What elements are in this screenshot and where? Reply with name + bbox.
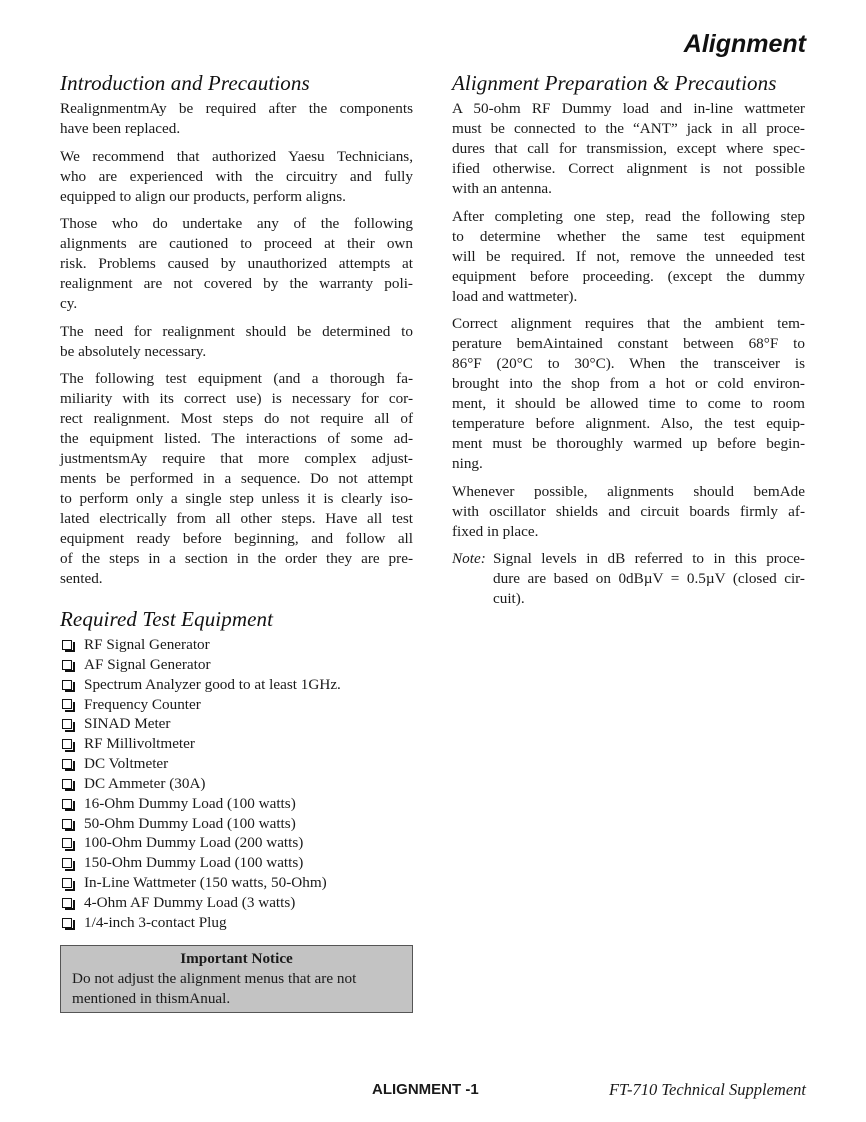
equipment-item [60,655,413,675]
text-line: with oscillator shields and circuit boards firmly af- [452,502,805,520]
equipment-heading: Required Test Equipment [60,607,274,631]
equipment-label: 150-Ohm Dummy Load (100 watts) [84,854,304,872]
text-line: of the steps in a section in the order they are pre- [60,550,413,567]
equipment-item [60,675,413,695]
equipment-list [60,635,413,933]
note-label: Note: [452,550,486,567]
text-line: Correct alignment requires that the ambient tem- [452,315,805,332]
equipment-label: 1/4-inch 3-contact Plug [84,913,227,931]
text-line: be absolutely necessary. [60,342,207,360]
text-line: lated electrically from all other steps. Have all test [60,510,413,527]
equipment-item [60,794,413,814]
text-line: the equipment listed. The interactions of some ad- [60,430,413,447]
equipment-label: AF Signal Generator [84,655,211,673]
text-line: ified otherwise. Correct alignment is not possible [452,160,805,177]
text-line: equipped to align our products, perform aligns. [60,187,346,205]
paragraph [60,369,413,589]
text-line: rect realignment. Most steps do not require all of [60,410,413,427]
notice-text: Do not adjust the alignment menus that are not mentioned in thismAnual. [72,970,357,1007]
text-line: cuit). [493,590,525,607]
text-line: to determine whether the same test equipment [452,227,805,245]
text-line: Signal levels in dB referred to in this proce- [493,550,805,567]
footer-page-number: ALIGNMENT -1 [372,1081,479,1098]
text-line: sented. [60,570,103,587]
text-line: dures that call for transmission, except where spec- [452,140,805,157]
checkbox-icon [62,699,72,709]
note [452,549,805,609]
text-line: have been replaced. [60,120,181,137]
note-lines [493,549,805,609]
paragraph [60,147,413,207]
text-line: with an antenna. [452,180,552,197]
right-column [452,70,805,617]
text-line: After completing one step, read the following step [452,207,805,225]
paragraph [60,214,413,314]
left-column [60,70,413,933]
equipment-item [60,893,413,913]
text-line: miliarity with its correct use) is necessary for cor- [60,390,413,407]
equipment-item [60,853,413,873]
paragraph [60,99,413,139]
equipment-item [60,913,413,933]
equipment-label: In-Line Wattmeter (150 watts, 50-Ohm) [84,874,327,892]
equipment-label: DC Voltmeter [84,755,169,773]
text-line: will be required. If not, remove the unneeded test [452,247,805,265]
text-line: ment must be thoroughly warmed up before begin- [452,435,805,452]
checkbox-icon [62,878,72,888]
paragraph [452,482,805,542]
text-line: load and wattmeter). [452,287,578,305]
text-line: Whenever possible, alignments should bemAde [452,482,805,500]
footer-document-title: FT-710 Technical Supplement [608,1080,806,1099]
checkbox-icon [62,680,72,690]
page-title: Alignment [683,30,806,58]
text-line: perature bemAintained constant between 68°F to [452,335,805,352]
equipment-item [60,635,413,655]
checkbox-icon [62,898,72,908]
equipment-label: DC Ammeter (30A) [84,774,206,792]
intro-section [60,99,413,589]
text-line: ments be performed in a sequence. Do not attempt [60,470,413,487]
equipment-label: Spectrum Analyzer good to at least 1GHz. [84,675,341,693]
text-line: RealignmentmAy be required after the components [60,100,413,117]
checkbox-icon [62,799,72,809]
text-line: 86°F (20°C to 30°C). When the transceiver is [452,355,805,372]
text-line: ning. [452,455,483,472]
text-line: justmentsmAy require that more complex adjust- [60,450,413,467]
equipment-item [60,814,413,834]
checkbox-icon [62,759,72,769]
text-line: to perform only a single step unless it is clearly iso- [60,490,413,507]
text-line: Those who do undertake any of the following [60,215,413,232]
checkbox-icon [62,660,72,670]
text-line: must be connected to the “ANT” jack in all proce- [452,120,805,137]
text-line: temperature before alignment. Also, the test equip- [452,415,805,432]
important-notice [60,945,413,1013]
equipment-label: RF Millivoltmeter [84,735,195,753]
checkbox-icon [62,918,72,928]
text-line: The need for realignment should be determined to [60,322,413,340]
equipment-label: 100-Ohm Dummy Load (200 watts) [84,834,304,852]
checkbox-icon [62,640,72,650]
preparation-heading: Alignment Preparation & Precautions [452,71,777,95]
equipment-item [60,734,413,754]
text-line: equipment ready before beginning, and follow all [60,530,413,547]
note-label-text: Note [452,550,481,567]
equipment-item [60,833,413,853]
text-line: equipment before proceeding. (except the dummy [452,267,805,285]
paragraph [452,207,805,307]
text-line: risk. Problems caused by unauthorized attempts at [60,255,413,272]
equipment-label: 4-Ohm AF Dummy Load (3 watts) [84,893,296,911]
checkbox-icon [62,779,72,789]
text-line: fixed in place. [452,522,539,540]
text-line: realignment are not covered by the warranty poli- [60,275,413,292]
text-line: A 50-ohm RF Dummy load and in-line wattmeter [452,100,805,117]
text-line: alignments are cautioned to proceed at their own [60,235,413,252]
equipment-item [60,873,413,893]
paragraph [60,322,413,362]
checkbox-icon [62,858,72,868]
text-line: We recommend that authorized Yaesu Technicians, [60,147,413,165]
checkbox-icon [62,819,72,829]
checkbox-icon [62,838,72,848]
text-line: who are experienced with the circuitry and fully [60,167,413,185]
equipment-label: 16-Ohm Dummy Load (100 watts) [84,794,296,812]
intro-heading: Introduction and Precautions [60,71,310,95]
equipment-label: 50-Ohm Dummy Load (100 watts) [84,814,296,832]
text-line: brought into the shop from a hot or cold environ- [452,375,805,392]
text-line: cy. [60,295,78,312]
text-line: dure are based on 0dBµV = 0.5µV (closed cir- [493,570,805,587]
paragraph [452,99,805,199]
preparation-section [452,99,805,542]
equipment-item [60,695,413,715]
paragraph [452,314,805,474]
equipment-item [60,754,413,774]
checkbox-icon [62,719,72,729]
checkbox-icon [62,739,72,749]
equipment-label: Frequency Counter [84,695,201,713]
notice-title: Important Notice [180,950,293,967]
text-line: ment, it should be allowed time to come to room [452,395,805,412]
equipment-item [60,714,413,734]
text-line: The following test equipment (and a thorough fa- [60,370,413,387]
equipment-label: RF Signal Generator [84,636,210,653]
equipment-label: SINAD Meter [84,715,171,733]
equipment-item [60,774,413,794]
